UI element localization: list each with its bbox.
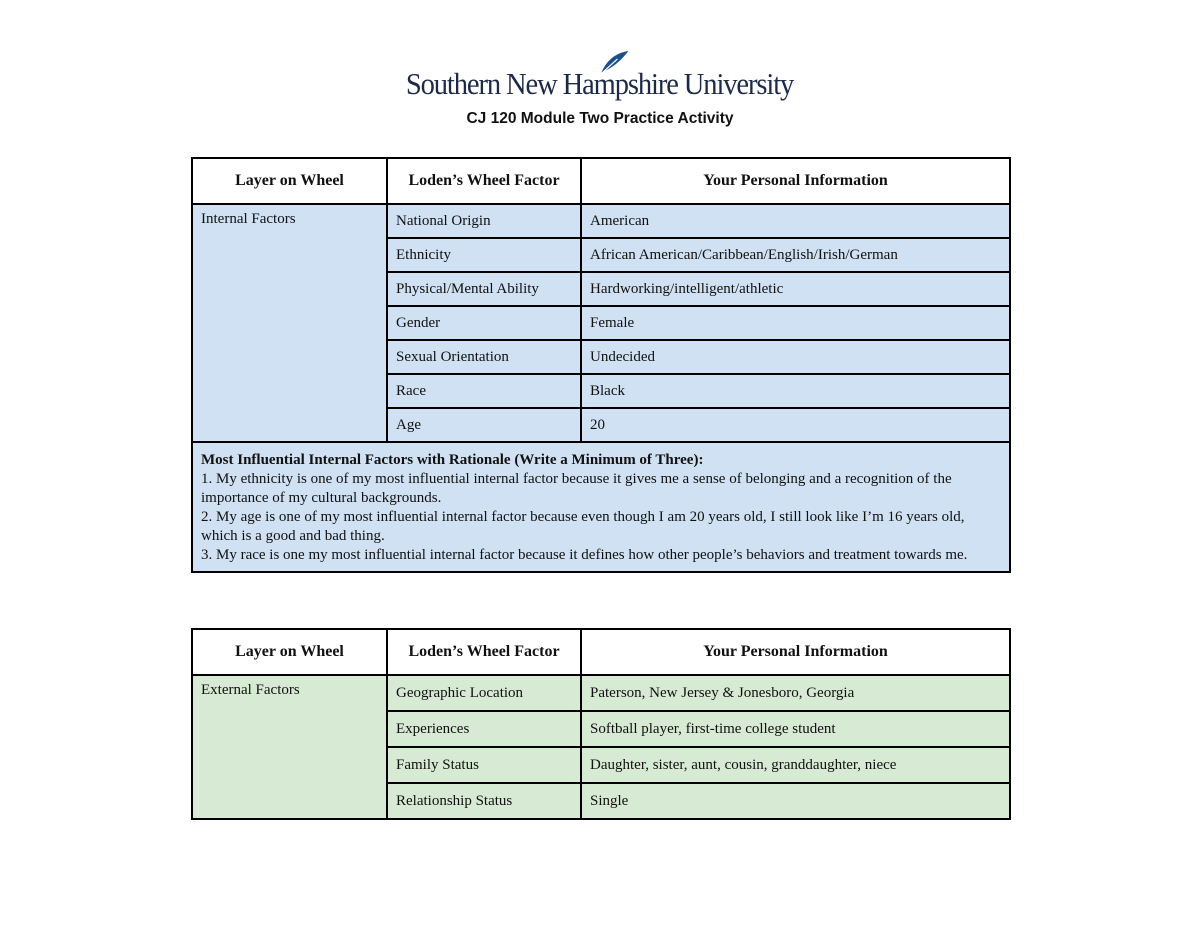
factor-cell: Physical/Mental Ability	[387, 272, 581, 306]
factor-cell: Sexual Orientation	[387, 340, 581, 374]
info-cell: American	[581, 204, 1010, 238]
info-cell: Black	[581, 374, 1010, 408]
rationale-item: 1. My ethnicity is one of my most influential internal factor because it gives me a sense of belonging and a recognition of the importance of my cultural backgrounds.	[201, 471, 952, 506]
factor-cell: Relationship Status	[387, 783, 581, 819]
layer-cell: External Factors	[192, 675, 387, 819]
info-cell: Undecided	[581, 340, 1010, 374]
rationale-title: Most Influential Internal Factors with Rationale (Write a Minimum of Three):	[201, 452, 704, 468]
internal-factors-table	[191, 157, 1011, 573]
column-header-layer: Layer on Wheel	[192, 158, 387, 204]
table-header-row	[192, 629, 1010, 675]
info-cell: Paterson, New Jersey & Jonesboro, Georgia	[581, 675, 1010, 711]
factor-cell: Ethnicity	[387, 238, 581, 272]
info-cell: Single	[581, 783, 1010, 819]
info-cell: Female	[581, 306, 1010, 340]
column-header-layer: Layer on Wheel	[192, 629, 387, 675]
logo-wordmark: Southern New Hampshire University	[406, 66, 794, 101]
document-header	[0, 48, 1200, 128]
rationale-row	[192, 442, 1010, 572]
document-title: CJ 120 Module Two Practice Activity	[466, 110, 734, 127]
info-cell: African American/Caribbean/English/Irish/German	[581, 238, 1010, 272]
column-header-factor: Loden’s Wheel Factor	[387, 158, 581, 204]
factor-cell: Experiences	[387, 711, 581, 747]
factor-cell: Family Status	[387, 747, 581, 783]
column-header-info: Your Personal Information	[581, 629, 1010, 675]
factor-cell: Race	[387, 374, 581, 408]
university-logo	[406, 64, 793, 104]
info-cell: Daughter, sister, aunt, cousin, granddaughter, niece	[581, 747, 1010, 783]
factor-cell: Geographic Location	[387, 675, 581, 711]
table-header-row	[192, 158, 1010, 204]
info-cell: Hardworking/intelligent/athletic	[581, 272, 1010, 306]
column-header-info: Your Personal Information	[581, 158, 1010, 204]
column-header-factor: Loden’s Wheel Factor	[387, 629, 581, 675]
table-row	[192, 204, 1010, 238]
info-cell: Softball player, first-time college student	[581, 711, 1010, 747]
factor-cell: Age	[387, 408, 581, 442]
rationale-item: 3. My race is one my most influential internal factor because it defines how other people’s behaviors and treatment towards me.	[201, 547, 968, 563]
rationale-item: 2. My age is one of my most influential internal factor because even though I am 20 years old, I still look like I’m 16 years old, which is a good and bad thing.	[201, 509, 965, 544]
external-factors-table	[191, 628, 1011, 820]
quill-leaf-icon	[600, 50, 631, 76]
table-row	[192, 675, 1010, 711]
factor-cell: Gender	[387, 306, 581, 340]
layer-cell: Internal Factors	[192, 204, 387, 442]
factor-cell: National Origin	[387, 204, 581, 238]
info-cell: 20	[581, 408, 1010, 442]
rationale-cell	[192, 442, 1010, 572]
